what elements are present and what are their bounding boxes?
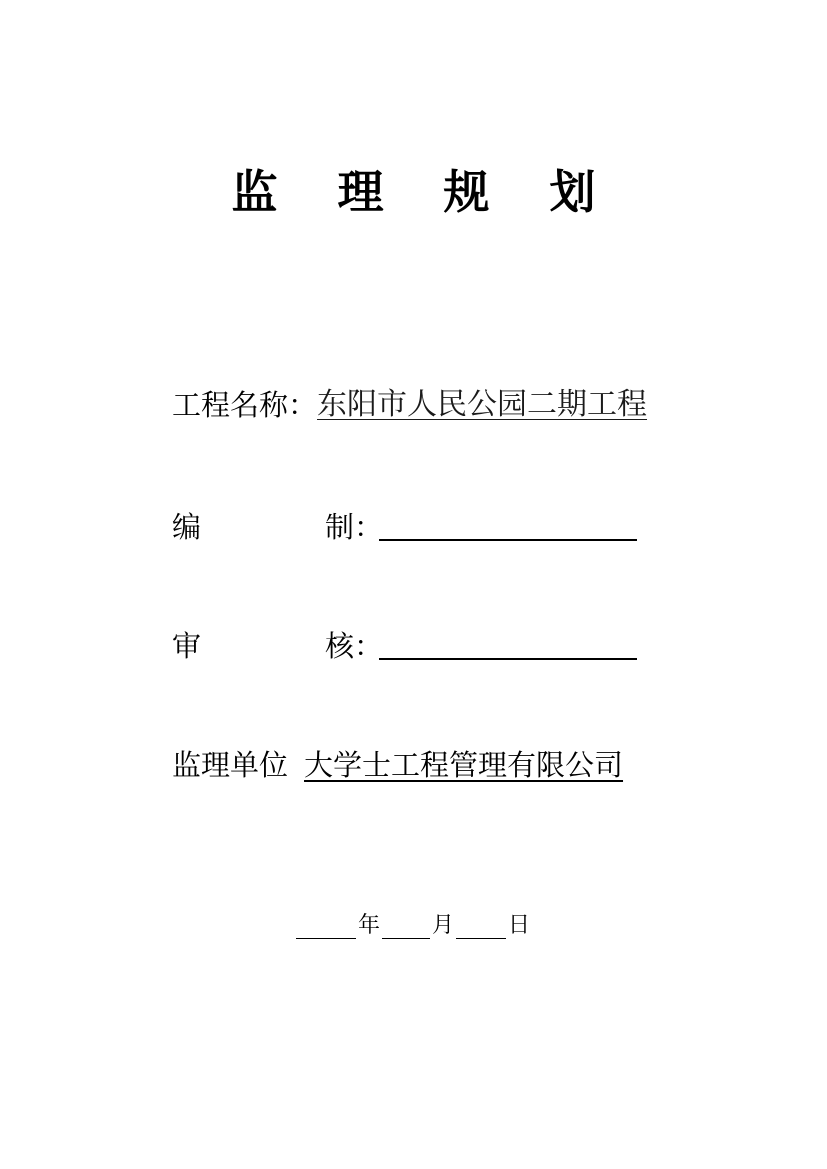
compiler-label-second: 制：	[325, 510, 384, 544]
supervision-unit-row	[172, 745, 623, 785]
month-blank-line	[382, 914, 430, 939]
compiler-blank-line	[379, 511, 637, 541]
year-label: 年	[358, 913, 381, 938]
document-title: 监 理 规 划	[231, 165, 618, 219]
supervision-unit-label: 监理单位	[172, 748, 289, 782]
supervision-unit-value: 大学士工程管理有限公司	[304, 748, 624, 782]
compiler-label	[172, 507, 384, 547]
compiler-label-first: 编	[172, 510, 202, 544]
project-name-label: 工程名称：	[172, 388, 318, 422]
reviewer-label-second: 核：	[325, 629, 384, 663]
year-blank-line	[296, 914, 356, 939]
reviewer-blank-line	[379, 630, 637, 660]
month-label: 月	[432, 913, 455, 938]
date-row	[296, 910, 532, 942]
day-label: 日	[508, 913, 531, 938]
project-name-value: 东阳市人民公园二期工程	[317, 387, 648, 422]
reviewer-row	[172, 626, 637, 666]
compiler-row	[172, 507, 637, 547]
day-blank-line	[456, 914, 506, 939]
reviewer-label	[172, 626, 384, 666]
reviewer-label-first: 审	[172, 629, 202, 663]
project-name-row	[172, 385, 647, 425]
